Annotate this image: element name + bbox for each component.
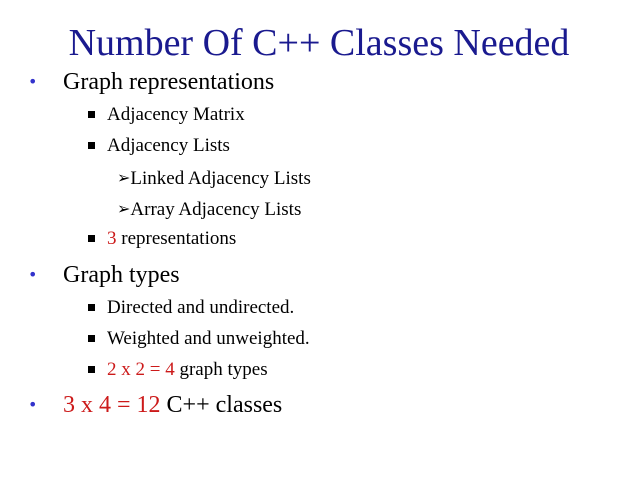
representations-label: representations (116, 228, 237, 249)
slide-title: Number Of C++ Classes Needed (68, 22, 570, 64)
square-bullet-icon (88, 142, 95, 149)
section-heading-graph-types: Graph types (63, 262, 180, 288)
subitem-label: Linked Adjacency Lists (130, 168, 311, 189)
classes-label: C++ classes (160, 392, 283, 418)
square-bullet-icon (88, 366, 95, 373)
square-bullet-icon (88, 111, 95, 118)
square-bullet-icon (88, 304, 95, 311)
representations-count: 3 (107, 228, 117, 249)
square-bullet-icon (88, 235, 95, 242)
section-heading-representations: Graph representations (63, 69, 275, 95)
graph-types-expression: 2 x 2 = 4 (107, 359, 175, 380)
bullet-dot-icon: • (28, 395, 38, 414)
classes-expression: 3 x 4 = 12 (63, 392, 161, 418)
section-classes-total (63, 391, 282, 419)
item-representations-count (107, 227, 236, 251)
graph-types-label: graph types (174, 359, 268, 380)
item-graph-types-count (107, 358, 268, 382)
item-weighted-unweighted: Weighted and unweighted. (107, 328, 310, 349)
subitem-linked-adjacency-lists (117, 166, 311, 191)
subitem-label: Array Adjacency Lists (130, 199, 302, 220)
item-adjacency-lists: Adjacency Lists (107, 135, 230, 156)
item-directed-undirected: Directed and undirected. (107, 297, 295, 318)
arrow-bullet-icon: ➢ (117, 168, 131, 187)
square-bullet-icon (88, 335, 95, 342)
bullet-dot-icon: • (28, 72, 38, 91)
arrow-bullet-icon: ➢ (117, 199, 131, 218)
subitem-array-adjacency-lists (117, 197, 301, 222)
item-adjacency-matrix: Adjacency Matrix (107, 104, 245, 125)
bullet-dot-icon: • (28, 265, 38, 284)
